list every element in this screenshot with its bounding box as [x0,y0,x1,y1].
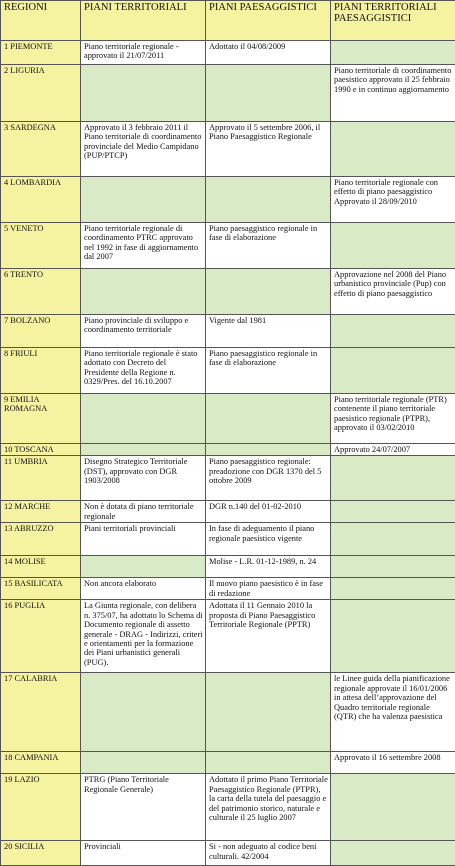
piani-paesaggistici-cell: Adottata il 11 Gennaio 2010 la proposta di Piano Paesaggistico Territoriale Regionale (PPTR) [206,600,331,673]
piani-territoriali-cell: Disegno Strategico Territoriale (DST), approvato con DGR 1903/2008 [81,456,206,501]
piani-terr-paes-cell: Piano territoriale regionale (PTR) contenente il piano territoriale paesistico regionale (PTPR), approvato il 03/02/2010 [331,394,455,444]
piani-paesaggistici-cell: Piano paesaggistico regionale in fase di elaborazione [206,348,331,394]
piani-terr-paes-cell [331,122,455,177]
table-row [1,315,455,348]
piani-terr-paes-cell: le Linee guida della pianificazione regionale approvate il 16/01/2006 in attesa dell’approvazione del Quadro territoriale regionale (QTR) che ha valenza paesistica [331,673,455,752]
piani-territoriali-cell: Provinciali [81,841,206,866]
region-name-cell: 4 LOMBARDIA [1,177,81,223]
piani-paesaggistici-cell: Vigente dal 1981 [206,315,331,348]
piani-territoriali-cell: Piano provinciale di sviluppo e coordinamento territoriale [81,315,206,348]
piani-paesaggistici-cell [206,394,331,444]
region-name-cell: 6 TRENTO [1,269,81,315]
piani-terr-paes-cell [331,41,455,65]
region-name-cell: 18 CAMPANIA [1,752,81,774]
header-regioni: REGIONI [1,1,81,41]
region-name-cell: 11 UMBRIA [1,456,81,501]
piani-terr-paes-cell [331,223,455,269]
region-name-cell: 12 MARCHE [1,501,81,523]
region-name-cell: 7 BOLZANO [1,315,81,348]
table-row [1,456,455,501]
piani-terr-paes-cell: Piano territoriale di coordinamento paesistico approvato il 25 febbraio 1990 e in continuo aggiornamento [331,65,455,122]
piani-terr-paes-cell: Approvazione nel 2008 del Piano urbanistico provinciale (Pup) con effetto di piano paesaggistico [331,269,455,315]
piani-paesaggistici-cell: Adottato il 04/08/2009 [206,41,331,65]
header-piani-territoriali: PIANI TERRITORIALI [81,1,206,41]
piani-terr-paes-cell [331,348,455,394]
piani-paesaggistici-cell: Molise - L.R. 01-12-1989, n. 24 [206,556,331,578]
piani-paesaggistici-cell [206,673,331,752]
piani-territoriali-cell: Piani territoriali provinciali [81,523,206,556]
piani-paesaggistici-cell [206,269,331,315]
piani-terr-paes-cell [331,556,455,578]
piani-terr-paes-cell [331,600,455,673]
piani-territoriali-cell: La Giunta regionale, con delibera n. 375/07, ha adottato lo Schema di Documento regionale di assetto generale - DRAG - Indirizzi, criteri e orientamenti per la formazione dei Piani urbanistici generali (PUG). [81,600,206,673]
piani-paesaggistici-cell: In fase di adeguamento il piano regionale paesistico vigente [206,523,331,556]
table-row [1,774,455,841]
piani-paesaggistici-cell: Piano paesaggistico regionale in fase di elaborazione [206,223,331,269]
piani-paesaggistici-cell: Approvato il 5 settembre 2006, il Piano Paesaggistico Regionale [206,122,331,177]
piani-paesaggistici-cell: Si - non adeguato al codice beni culturali. 42/2004 [206,841,331,866]
piani-terr-paes-cell: Approvato il 16 settembre 2008 [331,752,455,774]
region-name-cell: 20 SICILIA [1,841,81,866]
region-name-cell: 8 FRIULI [1,348,81,394]
piani-terr-paes-cell [331,841,455,866]
piani-territoriali-cell [81,65,206,122]
table-row [1,394,455,444]
piani-paesaggistici-cell: Adottato il primo Piano Territoriale Paesaggistico Regionale (PTPR), la carta della tutela del paesaggio e del patrimonio storico, naturale e culturale il 25 luglio 2007 [206,774,331,841]
piani-paesaggistici-cell [206,752,331,774]
table-row [1,841,455,866]
table-row [1,177,455,223]
piani-territoriali-cell [81,673,206,752]
region-name-cell: 14 MOLISE [1,556,81,578]
region-name-cell: 3 SARDEGNA [1,122,81,177]
piani-paesaggistici-cell: Il nuovo piano paesistico è in fase di redazione [206,578,331,600]
piani-territoriali-cell: Approvato il 3 febbraio 2011 il Piano territoriale di coordinamento provinciale del Medio Campidano (PUP/PTCP) [81,122,206,177]
piani-territoriali-cell [81,752,206,774]
table-row [1,65,455,122]
piani-territoriali-cell [81,394,206,444]
region-name-cell: 13 ABRUZZO [1,523,81,556]
region-name-cell: 9 EMILIA ROMAGNA [1,394,81,444]
table-row [1,752,455,774]
piani-territoriali-cell: Piano territoriale regionale di coordinamento PTRC approvato nel 1992 in fase di aggiornamento dal 2007 [81,223,206,269]
piani-territoriali-cell: Piano territoriale regionale è stato adottato con Decreto del Presidente della Regione n. 0329/Pres. del 16.10.2007 [81,348,206,394]
piani-terr-paes-cell [331,501,455,523]
region-name-cell: 15 BASILICATA [1,578,81,600]
piani-territoriali-cell [81,444,206,456]
table-row [1,556,455,578]
table-row [1,578,455,600]
table-row [1,348,455,394]
region-name-cell: 5 VENETO [1,223,81,269]
piani-territoriali-cell: PTRG (Piano Territoriale Regionale Generale) [81,774,206,841]
table-row [1,122,455,177]
table-row [1,673,455,752]
piani-terr-paes-cell [331,774,455,841]
piani-paesaggistici-cell: Piano paesaggistico regionale: preadozione con DGR 1370 del 5 ottobre 2009 [206,456,331,501]
piani-terr-paes-cell [331,523,455,556]
piani-terr-paes-cell: Piano territoriale regionale con effetto di piano paesaggistico Approvato il 28/09/2010 [331,177,455,223]
header-row [1,1,455,41]
table-row [1,223,455,269]
piani-terr-paes-cell [331,578,455,600]
table-row [1,269,455,315]
piani-territoriali-cell: Piano territoriale regionale - approvato il 21/07/2011 [81,41,206,65]
header-piani-paesaggistici: PIANI PAESAGGISTICI [206,1,331,41]
piani-territoriali-cell [81,556,206,578]
region-name-cell: 16 PUGLIA [1,600,81,673]
header-piani-territoriali-paesaggistici: PIANI TERRITORIALI PAESAGGISTICI [331,1,455,41]
table-row [1,600,455,673]
piani-paesaggistici-cell [206,444,331,456]
table-row [1,444,455,456]
region-name-cell: 17 CALABRIA [1,673,81,752]
table-row [1,41,455,65]
piani-paesaggistici-cell [206,65,331,122]
piani-territoriali-cell: Non ancora elaborato [81,578,206,600]
piani-terr-paes-cell [331,315,455,348]
region-name-cell: 1 PIEMONTE [1,41,81,65]
piani-terr-paes-cell [331,456,455,501]
region-name-cell: 2 LIGURIA [1,65,81,122]
region-name-cell: 19 LAZIO [1,774,81,841]
table-row [1,501,455,523]
table-row [1,523,455,556]
piani-paesaggistici-cell: DGR n.140 del 01-02-2010 [206,501,331,523]
piani-terr-paes-cell: Approvato 24/07/2007 [331,444,455,456]
piani-paesaggistici-cell [206,177,331,223]
piani-territoriali-cell: Non è dotata di piano territoriale regionale [81,501,206,523]
region-name-cell: 10 TOSCANA [1,444,81,456]
piani-territoriali-cell [81,177,206,223]
piani-territoriali-cell [81,269,206,315]
